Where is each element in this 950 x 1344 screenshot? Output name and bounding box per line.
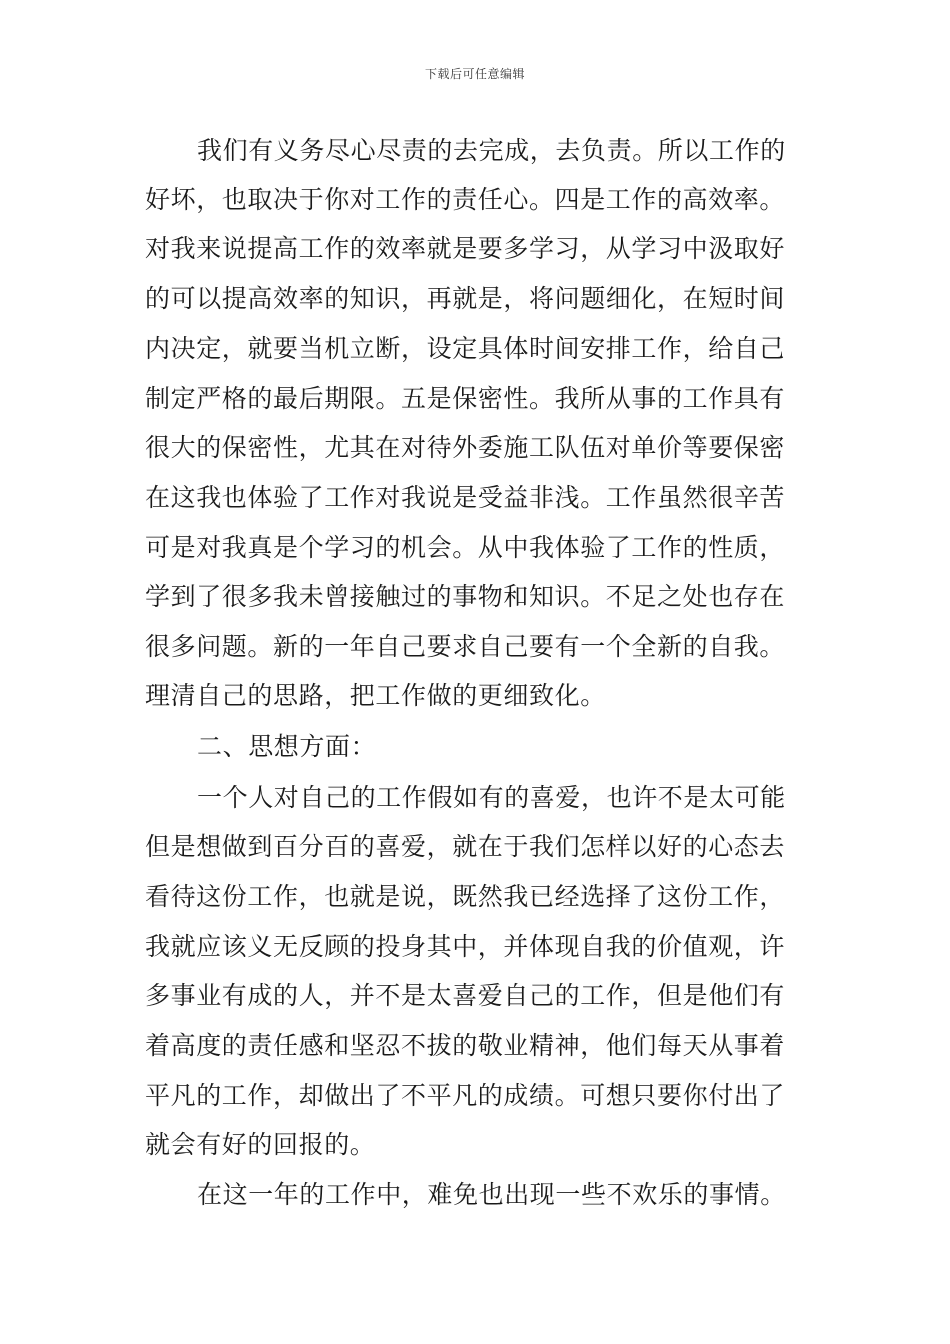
text-line: 平凡的工作，却做出了不平凡的成绩。可想只要你付出了 bbox=[145, 1081, 786, 1110]
text-line: 在这一年的工作中，难免也出现一些不欢乐的事情。 bbox=[197, 1180, 786, 1209]
text-line: 一个人对自己的工作假如有的喜爱，也许不是太可能 bbox=[197, 783, 786, 812]
text-line: 可是对我真是个学习的机会。从中我体验了工作的性质， bbox=[145, 533, 786, 562]
text-line: 的可以提高效率的知识，再就是，将问题细化，在短时间 bbox=[145, 284, 786, 313]
text-line: 我们有义务尽心尽责的去完成，去负责。所以工作的 bbox=[197, 136, 786, 165]
text-line: 着高度的责任感和坚忍不拔的敬业精神，他们每天从事着 bbox=[145, 1031, 786, 1060]
text-line: 多事业有成的人，并不是太喜爱自己的工作，但是他们有 bbox=[145, 981, 786, 1010]
text-line: 看待这份工作，也就是说，既然我已经选择了这份工作， bbox=[145, 882, 786, 911]
text-line: 很多问题。新的一年自己要求自己要有一个全新的自我。 bbox=[145, 632, 786, 661]
text-line: 在这我也体验了工作对我说是受益非浅。工作虽然很辛苦 bbox=[145, 483, 786, 512]
page-header: 下载后可任意编辑 bbox=[424, 67, 525, 81]
text-line: 很大的保密性，尤其在对待外委施工队伍对单价等要保密 bbox=[145, 433, 786, 462]
text-line: 学到了很多我未曾接触过的事物和知识。不足之处也存在 bbox=[145, 582, 786, 611]
text-line: 就会有好的回报的。 bbox=[145, 1130, 376, 1159]
text-line: 对我来说提高工作的效率就是要多学习，从学习中汲取好 bbox=[145, 234, 786, 263]
section-heading: 二、思想方面： bbox=[197, 732, 377, 761]
text-line: 好坏，也取决于你对工作的责任心。四是工作的高效率。 bbox=[145, 185, 786, 214]
text-line: 理清自己的思路，把工作做的更细致化。 bbox=[145, 681, 606, 710]
text-line: 我就应该义无反顾的投身其中，并体现自我的价值观，许 bbox=[145, 932, 786, 961]
text-line: 内决定，就要当机立断，设定具体时间安排工作，给自己 bbox=[145, 334, 786, 363]
text-line: 但是想做到百分百的喜爱，就在于我们怎样以好的心态去 bbox=[145, 832, 786, 861]
text-line: 制定严格的最后期限。五是保密性。我所从事的工作具有 bbox=[145, 384, 786, 413]
